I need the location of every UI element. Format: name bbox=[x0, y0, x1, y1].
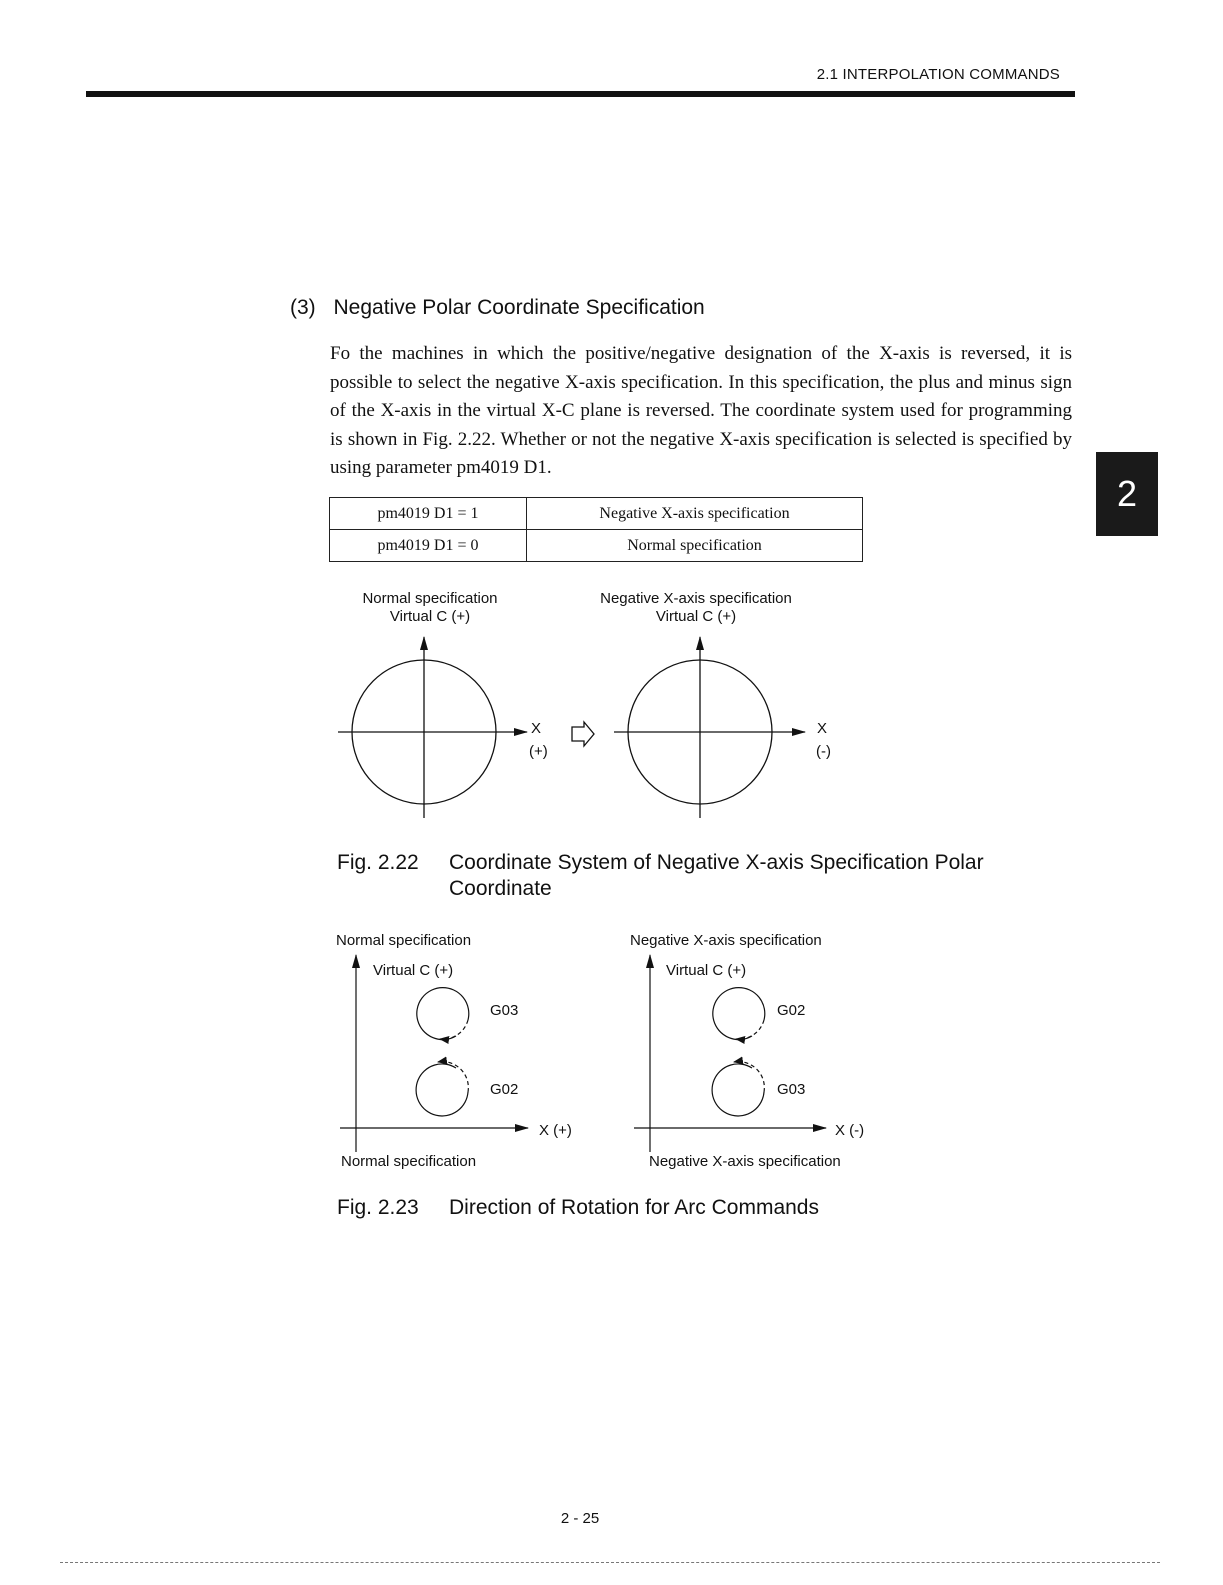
bottom-rule bbox=[60, 1562, 1160, 1563]
fig22-left-diagram bbox=[338, 637, 527, 818]
fig23-right-lower-arc bbox=[712, 1064, 764, 1116]
chapter-tab: 2 bbox=[1096, 452, 1158, 536]
body-paragraph: Fo the machines in which the positive/negative designation of the X-axis is reversed, it is possible to select the negative X-axis specification. In this specification, the plus and minus sign of the X-axis in the virtual X-C plane is reversed. The coordinate system used for programming is shown in Fig. 2.22. Whether or not the negative X-axis specification is selected is specified by using parameter pm4019 D1. bbox=[330, 343, 1072, 478]
fig23-right-bottom-label: Negative X-axis specification bbox=[649, 1153, 841, 1170]
fig23-left-axis-label: Virtual C (+) bbox=[373, 962, 454, 979]
fig23-left-lower-label: G02 bbox=[490, 1081, 519, 1098]
fig22-left-x-sign: (+) bbox=[529, 743, 548, 760]
fig22-caption-line1: Coordinate System of Negative X-axis Specification Polar bbox=[449, 851, 984, 874]
fig22-right-title: Negative X-axis specification bbox=[600, 590, 792, 607]
fig23-caption-text: Direction of Rotation for Arc Commands bbox=[449, 1196, 819, 1219]
fig23-left-bottom-label: Normal specification bbox=[341, 1153, 477, 1170]
fig23-left-upper-arc bbox=[417, 988, 469, 1040]
fig23-left-upper-label: G03 bbox=[490, 1002, 519, 1019]
table-cell-meaning: Normal specification bbox=[527, 530, 863, 562]
transform-arrow-icon bbox=[572, 722, 594, 746]
fig22-right-x-sign: (-) bbox=[816, 743, 831, 760]
fig23-right-title: Negative X-axis specification bbox=[630, 932, 822, 949]
fig23-right-x-label: X (-) bbox=[835, 1122, 865, 1139]
fig23-left-diagram bbox=[340, 955, 528, 1152]
fig23-left-x-label: X (+) bbox=[539, 1122, 572, 1139]
fig23-left-title: Normal specification bbox=[336, 932, 472, 949]
table-cell-param: pm4019 D1 = 1 bbox=[330, 498, 527, 530]
fig23-caption-number: Fig. 2.23 bbox=[337, 1196, 419, 1219]
fig22-left-title: Normal specification bbox=[362, 590, 498, 607]
fig23-right-upper-label: G02 bbox=[777, 1002, 806, 1019]
fig22-left-x-label: X bbox=[531, 720, 542, 737]
fig22-right-axis-label: Virtual C (+) bbox=[655, 608, 737, 625]
fig23-left-upper-dashed-arc bbox=[440, 1020, 468, 1039]
table-cell-param: pm4019 D1 = 0 bbox=[330, 530, 527, 562]
table-cell-meaning: Negative X-axis specification bbox=[527, 498, 863, 530]
section-number: (3) bbox=[290, 296, 316, 319]
fig23-left-lower-arc bbox=[416, 1064, 468, 1116]
fig22-right-diagram bbox=[614, 637, 805, 818]
fig23-right-upper-dashed-arc bbox=[736, 1020, 764, 1039]
fig22-caption-number: Fig. 2.22 bbox=[337, 851, 419, 874]
fig23-right-axis-label: Virtual C (+) bbox=[666, 962, 747, 979]
running-header: 2.1 INTERPOLATION COMMANDS bbox=[816, 66, 1060, 83]
fig23-right-lower-label: G03 bbox=[777, 1081, 806, 1098]
fig22-right-x-label: X bbox=[817, 720, 828, 737]
fig22-caption-line2: Coordinate bbox=[449, 877, 552, 900]
fig23-right-diagram bbox=[634, 955, 826, 1152]
fig23-right-upper-arc bbox=[713, 988, 765, 1040]
page-number: 2 - 25 bbox=[560, 1510, 600, 1527]
fig22-left-axis-label: Virtual C (+) bbox=[389, 608, 471, 625]
section-title: Negative Polar Coordinate Specification bbox=[333, 296, 705, 319]
